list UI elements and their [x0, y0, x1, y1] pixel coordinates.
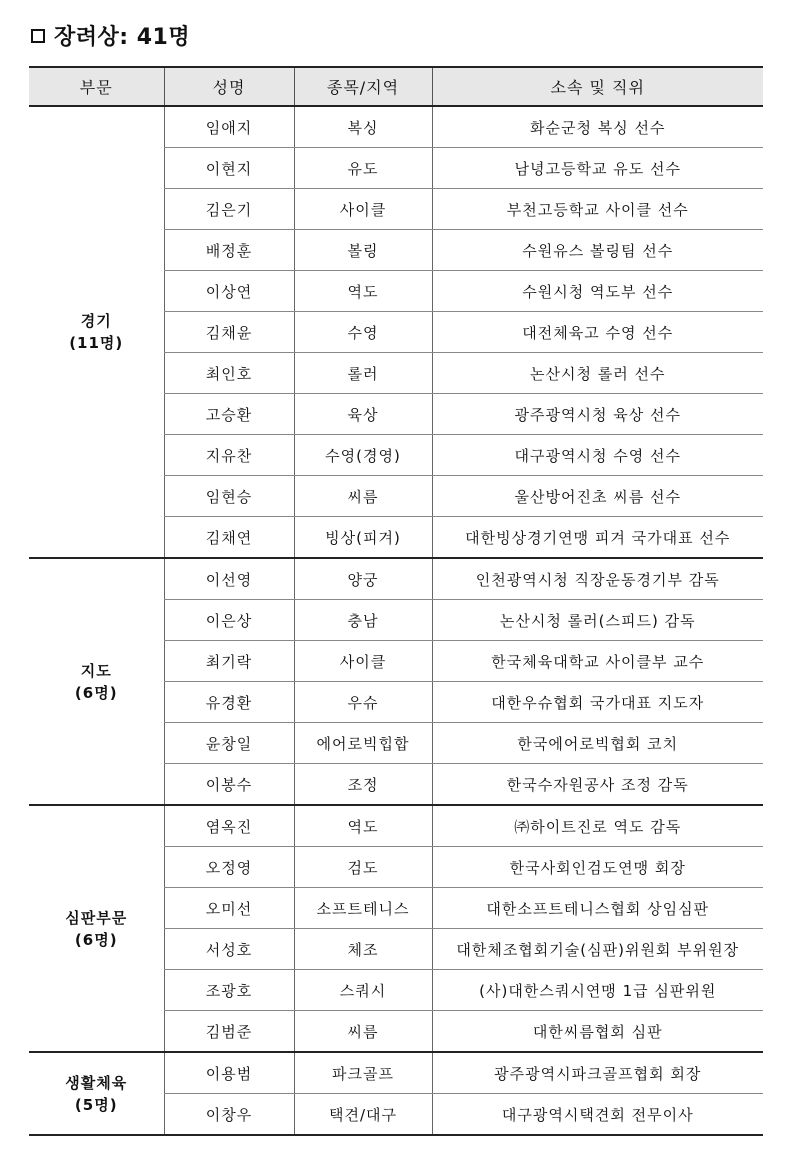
sport-region: 검도	[294, 847, 432, 888]
table-row	[29, 805, 763, 847]
affiliation-position: 한국수자원공사 조정 감독	[432, 764, 763, 806]
category-cell	[29, 1052, 164, 1135]
affiliation-position: 인천광역시청 직장운동경기부 감독	[432, 558, 763, 600]
person-name: 서성호	[164, 929, 294, 970]
affiliation-position: 논산시청 롤러(스피드) 감독	[432, 600, 763, 641]
person-name: 이봉수	[164, 764, 294, 806]
person-name: 지유찬	[164, 435, 294, 476]
sport-region: 체조	[294, 929, 432, 970]
awards-table	[29, 66, 763, 1136]
sport-region: 씨름	[294, 476, 432, 517]
person-name: 이현지	[164, 148, 294, 189]
header-sport: 종목/지역	[294, 67, 432, 106]
sport-region: 사이클	[294, 641, 432, 682]
affiliation-position: 대한체조협회기술(심판)위원회 부위원장	[432, 929, 763, 970]
person-name: 염옥진	[164, 805, 294, 847]
category-name: 생활체육	[65, 1073, 128, 1092]
sport-region: 충남	[294, 600, 432, 641]
sport-region: 에어로빅힙합	[294, 723, 432, 764]
affiliation-position: 한국체육대학교 사이클부 교수	[432, 641, 763, 682]
person-name: 고승환	[164, 394, 294, 435]
header-name: 성명	[164, 67, 294, 106]
sport-region: 양궁	[294, 558, 432, 600]
category-count: (6명)	[74, 930, 118, 949]
sport-region: 수영	[294, 312, 432, 353]
person-name: 이은상	[164, 600, 294, 641]
category-count: (11명)	[69, 334, 124, 352]
table-body	[29, 106, 763, 1135]
section-title-text: 장려상: 41명	[54, 25, 191, 50]
person-name: 이창우	[164, 1094, 294, 1136]
affiliation-position: 대전체육고 수영 선수	[432, 312, 763, 353]
affiliation-position: 부천고등학교 사이클 선수	[432, 189, 763, 230]
affiliation-position: 수원유스 볼링팀 선수	[432, 230, 763, 271]
sport-region: 역도	[294, 805, 432, 847]
sport-region: 빙상(피겨)	[294, 517, 432, 559]
person-name: 유경환	[164, 682, 294, 723]
person-name: 최기락	[164, 641, 294, 682]
person-name: 오정영	[164, 847, 294, 888]
category-count: (5명)	[74, 1095, 118, 1114]
table-row	[29, 1052, 763, 1094]
person-name: 김채윤	[164, 312, 294, 353]
sport-region: 우슈	[294, 682, 432, 723]
table-row	[29, 558, 763, 600]
affiliation-position: ㈜하이트진로 역도 감독	[432, 805, 763, 847]
category-count: (6명)	[74, 683, 118, 702]
affiliation-position: 남녕고등학교 유도 선수	[432, 148, 763, 189]
sport-region: 소프트테니스	[294, 888, 432, 929]
person-name: 이상연	[164, 271, 294, 312]
sport-region: 파크골프	[294, 1052, 432, 1094]
sport-region: 육상	[294, 394, 432, 435]
category-name: 지도	[80, 661, 112, 680]
person-name: 윤창일	[164, 723, 294, 764]
affiliation-position: 한국사회인검도연맹 회장	[432, 847, 763, 888]
person-name: 김채연	[164, 517, 294, 559]
sport-region: 스쿼시	[294, 970, 432, 1011]
person-name: 오미선	[164, 888, 294, 929]
affiliation-position: 울산방어진초 씨름 선수	[432, 476, 763, 517]
person-name: 배정훈	[164, 230, 294, 271]
sport-region: 역도	[294, 271, 432, 312]
affiliation-position: 광주광역시파크골프협회 회장	[432, 1052, 763, 1094]
sport-region: 유도	[294, 148, 432, 189]
affiliation-position: 대한소프트테니스협회 상임심판	[432, 888, 763, 929]
person-name: 김범준	[164, 1011, 294, 1053]
person-name: 최인호	[164, 353, 294, 394]
affiliation-position: 대구광역시청 수영 선수	[432, 435, 763, 476]
header-category: 부문	[29, 67, 164, 106]
affiliation-position: 대한우슈협회 국가대표 지도자	[432, 682, 763, 723]
affiliation-position: 수원시청 역도부 선수	[432, 271, 763, 312]
table-header-row	[29, 67, 763, 106]
category-cell	[29, 805, 164, 1052]
category-name: 심판부문	[65, 908, 128, 927]
person-name: 임애지	[164, 106, 294, 148]
sport-region: 조정	[294, 764, 432, 806]
sport-region: 롤러	[294, 353, 432, 394]
affiliation-position: 화순군청 복싱 선수	[432, 106, 763, 148]
sport-region: 볼링	[294, 230, 432, 271]
affiliation-position: 논산시청 롤러 선수	[432, 353, 763, 394]
sport-region: 씨름	[294, 1011, 432, 1053]
person-name: 김은기	[164, 189, 294, 230]
affiliation-position: 대한씨름협회 심판	[432, 1011, 763, 1053]
sport-region: 택견/대구	[294, 1094, 432, 1136]
person-name: 이용범	[164, 1052, 294, 1094]
affiliation-position: (사)대한스쿼시연맹 1급 심판위원	[432, 970, 763, 1011]
category-cell	[29, 558, 164, 805]
affiliation-position: 광주광역시청 육상 선수	[432, 394, 763, 435]
affiliation-position: 대한빙상경기연맹 피겨 국가대표 선수	[432, 517, 763, 559]
sport-region: 사이클	[294, 189, 432, 230]
section-title	[31, 20, 190, 51]
person-name: 조광호	[164, 970, 294, 1011]
checkbox-square-icon	[31, 29, 45, 43]
person-name: 임현승	[164, 476, 294, 517]
category-cell	[29, 106, 164, 558]
affiliation-position: 한국에어로빅협회 코치	[432, 723, 763, 764]
header-affiliation: 소속 및 직위	[432, 67, 763, 106]
sport-region: 수영(경영)	[294, 435, 432, 476]
sport-region: 복싱	[294, 106, 432, 148]
affiliation-position: 대구광역시택견회 전무이사	[432, 1094, 763, 1136]
table-row	[29, 106, 763, 148]
person-name: 이선영	[164, 558, 294, 600]
category-name: 경기	[80, 312, 112, 330]
